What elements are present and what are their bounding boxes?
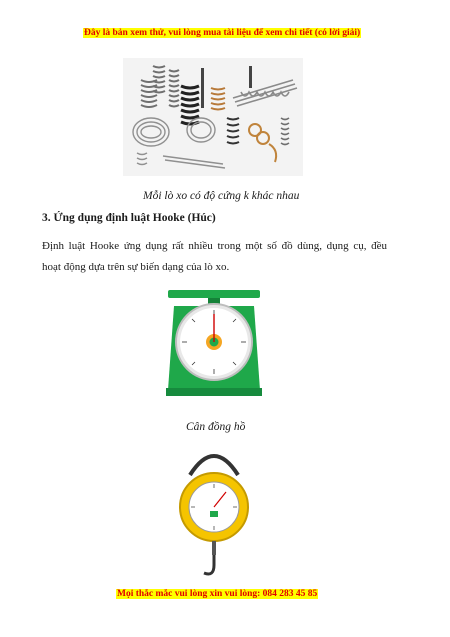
section-heading: 3. Ứng dụng định luật Hooke (Húc) <box>42 212 216 224</box>
scale-caption: Cân đồng hồ <box>186 421 246 433</box>
springs-image <box>123 58 303 176</box>
paragraph-line-2: hoạt động dựa trên sự biến dạng của lò xo. <box>42 261 230 273</box>
springs-caption: Mỗi lò xo có độ cứng k khác nhau <box>143 190 300 202</box>
paragraph-line-1: Định luật Hooke ứng dụng rất nhiều trong một số đồ dùng, dụng cụ, đều <box>42 240 387 252</box>
paragraph <box>42 236 387 278</box>
contact-banner: Mọi thắc mắc vui lòng xin vui lòng: 084 283 45 85 <box>117 589 318 599</box>
dial-scale-image <box>158 288 270 398</box>
preview-notice-banner: Đây là bản xem thử, vui lòng mua tài liệu để xem chi tiết (có lời giải) <box>84 28 361 38</box>
hanging-scale-image <box>176 447 252 583</box>
